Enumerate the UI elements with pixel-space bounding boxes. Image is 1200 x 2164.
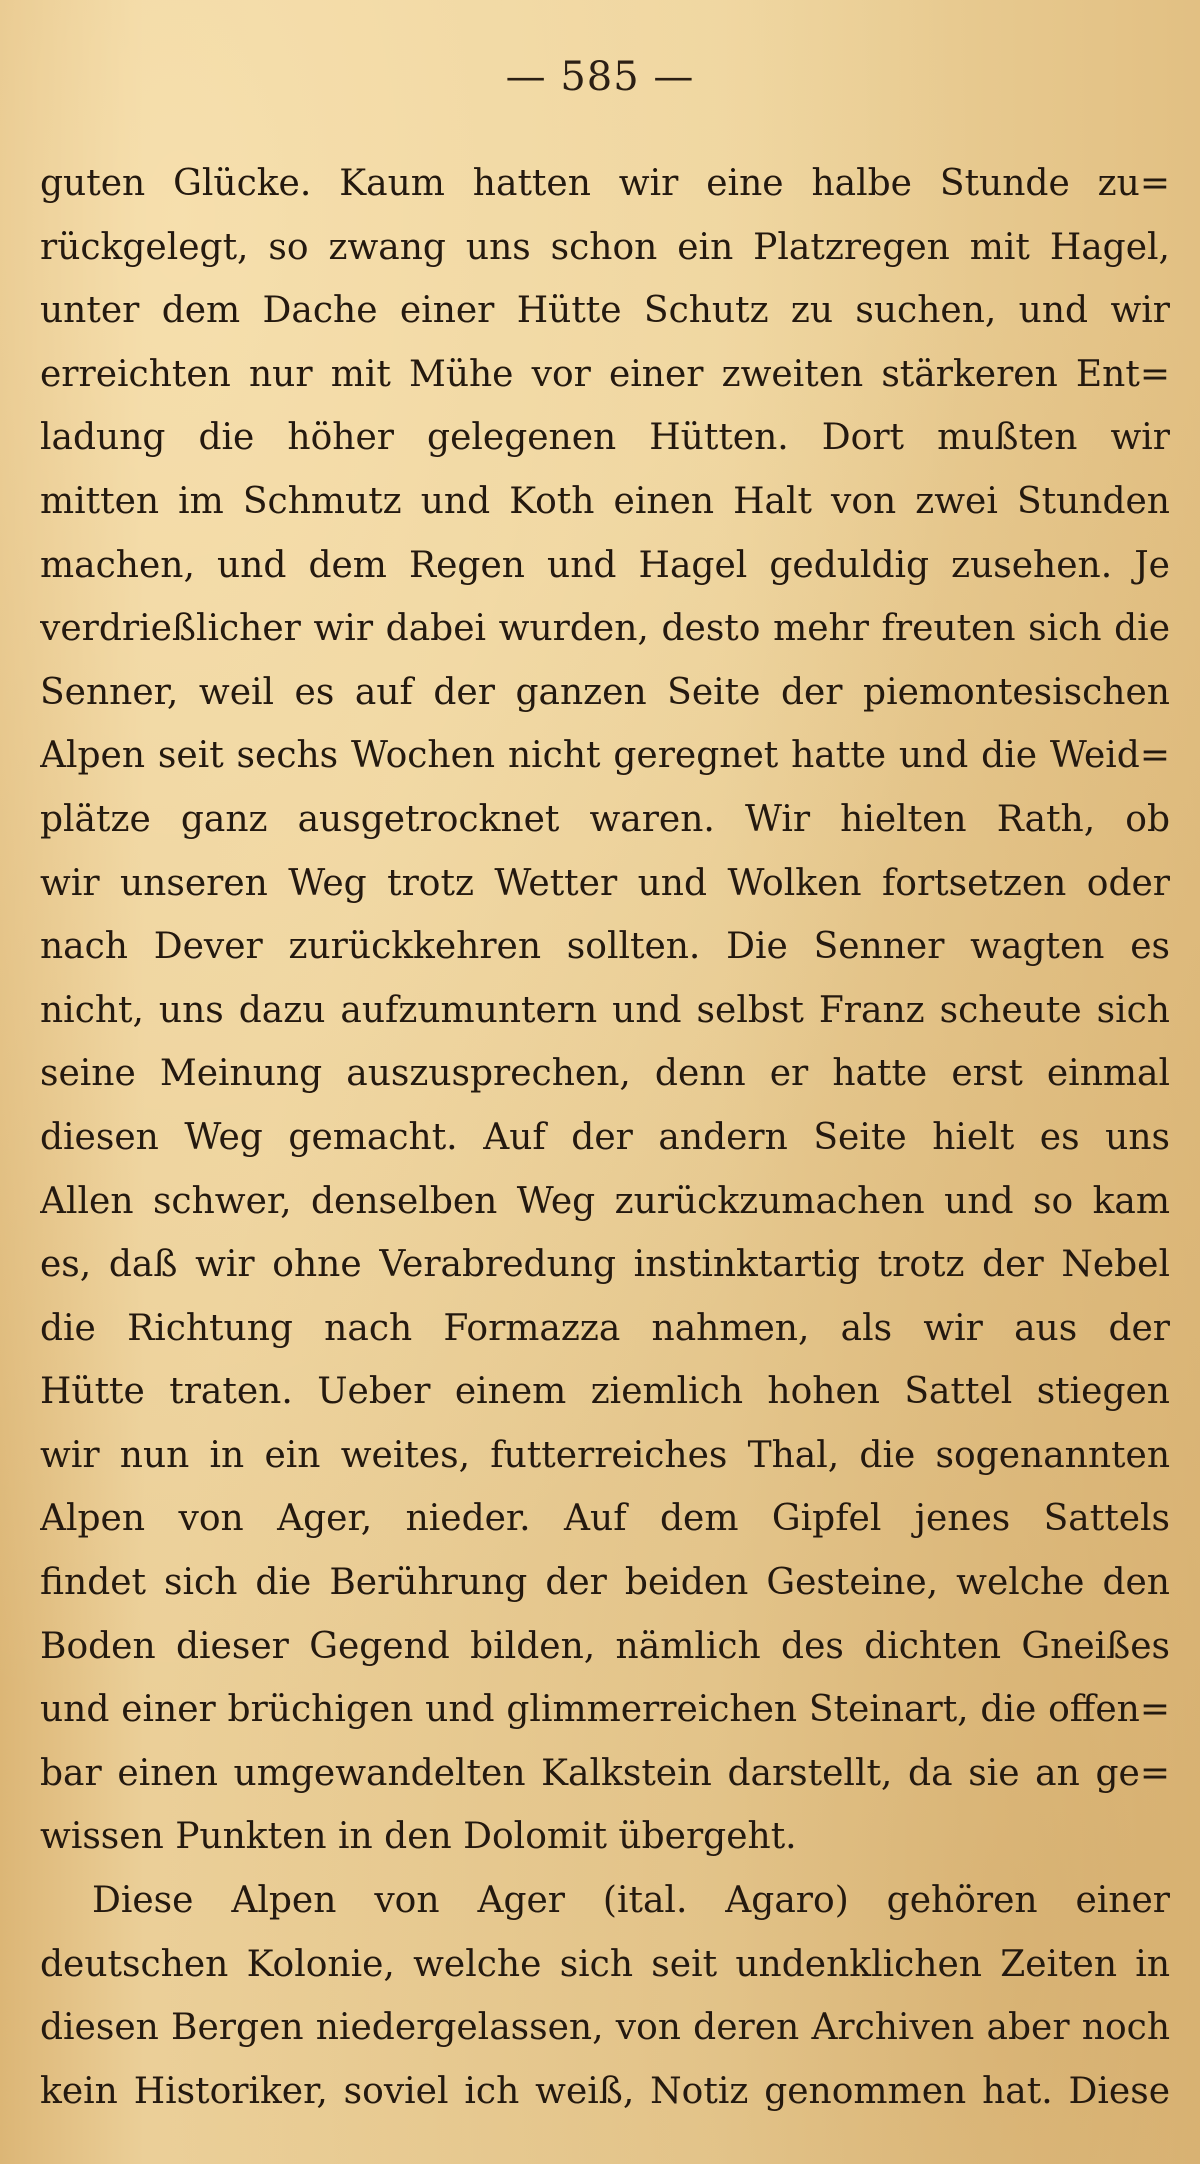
text-line: bar einen umgewandelten Kalkstein darstellt, da sie an ge= (40, 1752, 1170, 1794)
text-line: machen, und dem Regen und Hagel geduldig zusehen. Je (40, 544, 1170, 586)
text-line: und einer brüchigen und glimmerreichen Steinart, die offen= (40, 1689, 1170, 1731)
text-line: unter dem Dache einer Hütte Schutz zu suchen, und wir (40, 290, 1170, 332)
page-number: — 585 — (505, 54, 695, 100)
text-line: Boden dieser Gegend bilden, nämlich des dichten Gneißes (40, 1625, 1170, 1667)
text-line: Senner, weil es auf der ganzen Seite der piemontesischen (40, 671, 1170, 713)
text-line: ladung die höher gelegenen Hütten. Dort mußten wir (40, 417, 1170, 459)
text-line: kein Historiker, soviel ich weiß, Notiz genommen hat. Diese (40, 2070, 1170, 2112)
text-line: Alpen seit sechs Wochen nicht geregnet hatte und die Weid= (40, 735, 1170, 777)
text-line: nicht, uns dazu aufzumuntern und selbst Franz scheute sich (40, 989, 1170, 1031)
body-text (40, 152, 1170, 2123)
text-line: Alpen von Ager, nieder. Auf dem Gipfel jenes Sattels (40, 1498, 1170, 1540)
text-line: Hütte traten. Ueber einem ziemlich hohen Sattel stiegen (40, 1371, 1170, 1413)
text-line: wir unseren Weg trotz Wetter und Wolken fortsetzen oder (40, 862, 1170, 904)
text-line: seine Meinung auszusprechen, denn er hatte erst einmal (40, 1053, 1170, 1095)
text-line: erreichten nur mit Mühe vor einer zweiten stärkeren Ent= (40, 353, 1170, 395)
text-line: Allen schwer, denselben Weg zurückzumachen und so kam (40, 1180, 1170, 1222)
text-line: deutschen Kolonie, welche sich seit undenklichen Zeiten in (40, 1943, 1170, 1985)
text-line: mitten im Schmutz und Koth einen Halt von zwei Stunden (40, 480, 1170, 522)
text-line: findet sich die Berührung der beiden Gesteine, welche den (40, 1562, 1170, 1604)
text-line: verdrießlicher wir dabei wurden, desto mehr freuten sich die (40, 608, 1170, 650)
text-line: es, daß wir ohne Verabredung instinktartig trotz der Nebel (40, 1244, 1170, 1286)
text-line: die Richtung nach Formazza nahmen, als wir aus der (40, 1307, 1170, 1349)
text-line: guten Glücke. Kaum hatten wir eine halbe Stunde zu= (40, 163, 1170, 204)
text-line: diesen Bergen niedergelassen, von deren Archiven aber noch (40, 2007, 1170, 2049)
text-line: nach Dever zurückkehren sollten. Die Senner wagten es (40, 926, 1170, 968)
paragraph-start-line: Diese Alpen von Ager (ital. Agaro) gehören einer (92, 1880, 1170, 1922)
text-line: plätze ganz ausgetrocknet waren. Wir hielten Rath, ob (40, 798, 1170, 840)
text-line: rückgelegt, so zwang uns schon ein Platzregen mit Hagel, (40, 226, 1170, 268)
paragraph-end-line: wissen Punkten in den Dolomit übergeht. (40, 1816, 797, 1858)
text-line: wir nun in ein weites, futterreiches Thal, die sogenannten (40, 1434, 1170, 1476)
text-line: diesen Weg gemacht. Auf der andern Seite hielt es uns (40, 1116, 1170, 1158)
